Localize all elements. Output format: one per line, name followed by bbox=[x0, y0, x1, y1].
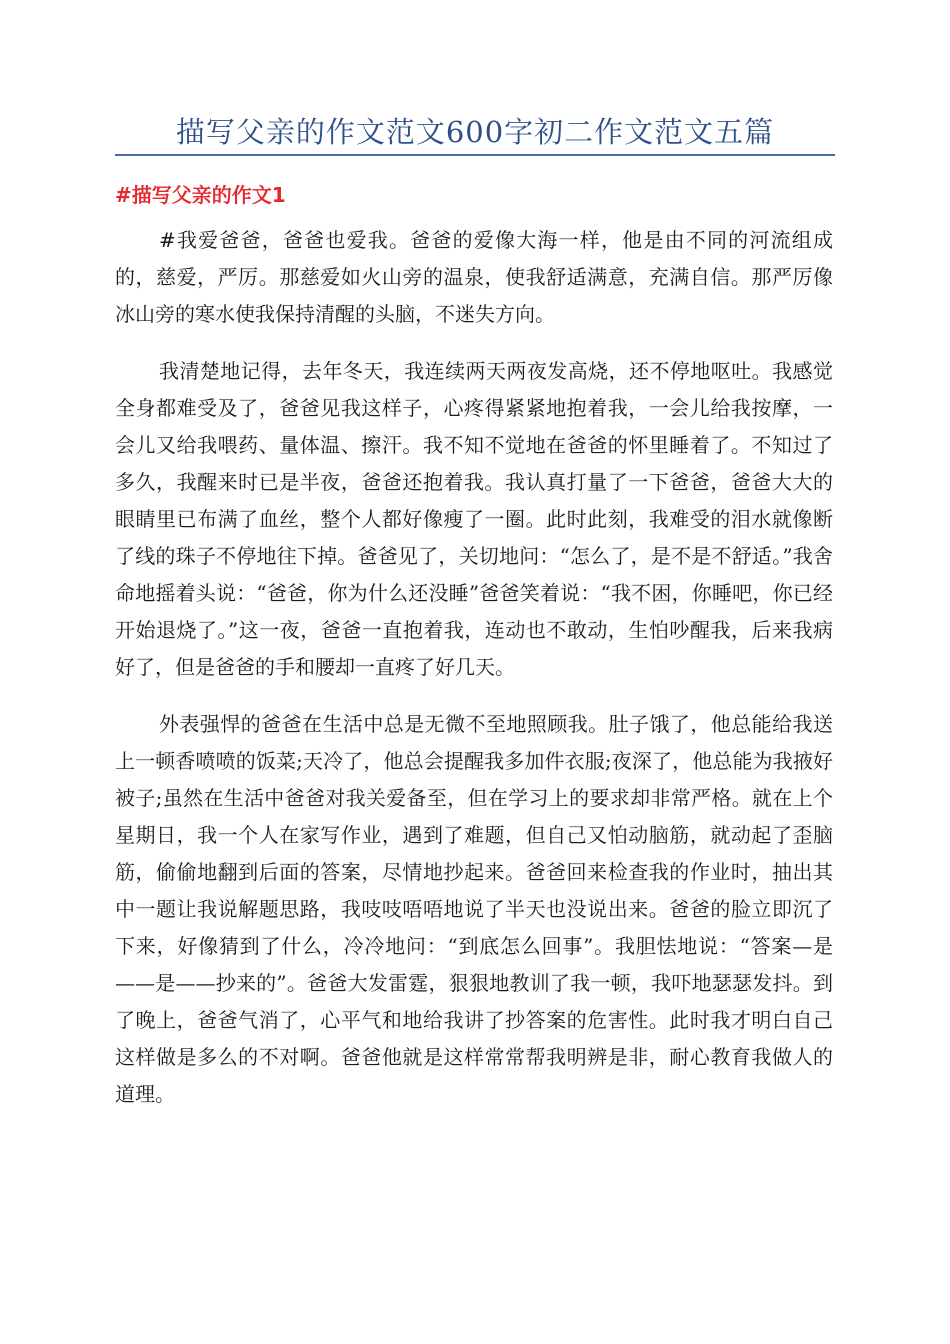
essay-body bbox=[115, 222, 833, 1133]
paragraph-2: 我清楚地记得，去年冬天，我连续两天两夜发高烧，还不停地呕吐。我感觉全身都难受及了，爸爸见我这样子，心疼得紧紧地抱着我，一会儿给我按摩，一会儿又给我喂药、量体温、擦汗。我不知不觉地在爸爸的怀里睡着了。不知过了多久，我醒来时已是半夜，爸爸还抱着我。我认真打量了一下爸爸，爸爸大大的眼睛里已布满了血丝，整个人都好像瘦了一圈。此时此刻，我难受的泪水就像断了线的珠子不停地往下掉。爸爸见了，关切地问：“怎么了，是不是不舒适。”我舍命地摇着头说：“爸爸，你为什么还没睡”爸爸笑着说：“我不困，你睡吧，你已经开始退烧了。”这一夜，爸爸一直抱着我，连动也不敢动，生怕吵醒我，后来我病好了，但是爸爸的手和腰却一直疼了好几天。 bbox=[115, 359, 833, 679]
paragraph-1: #我爱爸爸，爸爸也爱我。爸爸的爱像大海一样，他是由不同的河流组成的，慈爱，严厉。那慈爱如火山旁的温泉，使我舒适满意，充满自信。那严厉像冰山旁的寒水使我保持清醒的头脑，不迷失方向。 bbox=[115, 228, 833, 326]
document-title: 描写父亲的作文范文600字初二作文范文五篇 bbox=[175, 115, 775, 149]
paragraph-3: 外表强悍的爸爸在生活中总是无微不至地照顾我。肚子饿了，他总能给我送上一顿香喷喷的饭菜;天冷了，他总会提醒我多加件衣服;夜深了，他总能为我掖好被子;虽然在生活中爸爸对我关爱备至，但在学习上的要求却非常严格。就在上个星期日，我一个人在家写作业，遇到了难题，但自己又怕动脑筋，就动起了歪脑筋，偷偷地翻到后面的答案，尽情地抄起来。爸爸回来检查我的作业时，抽出其中一题让我说解题思路，我吱吱唔唔地说了半天也没说出来。爸爸的脸立即沉了下来，好像猜到了什么，冷冷地问：“到底怎么回事”。我胆怯地说：“答案—是——是——抄来的”。爸爸大发雷霆，狠狠地教训了我一顿，我吓地瑟瑟发抖。到了晚上，爸爸气消了，心平气和地给我讲了抄答案的危害性。此时我才明白自己这样做是多么的不对啊。爸爸他就是这样常常帮我明辨是非，耐心教育我做人的道理。 bbox=[115, 712, 833, 1106]
title-underline bbox=[115, 154, 835, 156]
section-heading: #描写父亲的作文1 bbox=[115, 183, 286, 207]
